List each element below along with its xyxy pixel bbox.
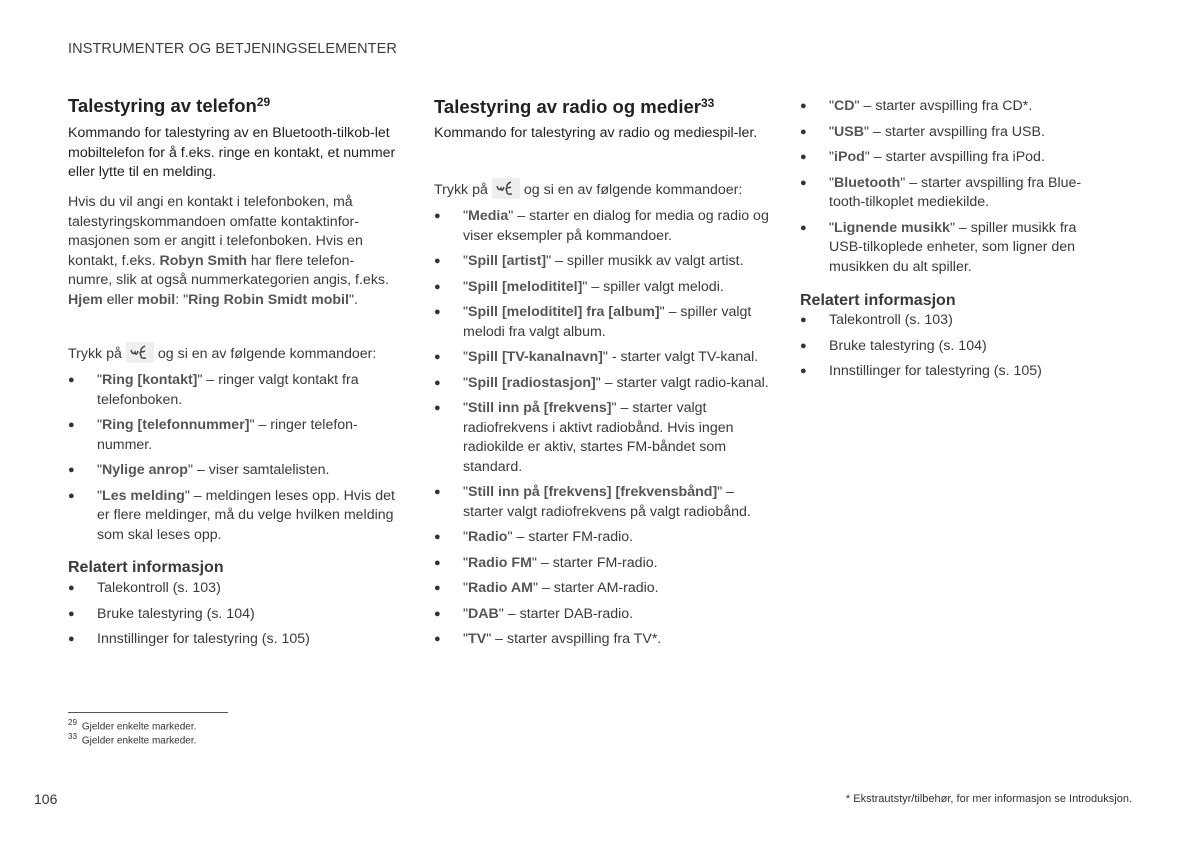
footnote-divider bbox=[68, 712, 228, 713]
related-links bbox=[68, 579, 398, 650]
running-header: INSTRUMENTER OG BETJENINGSELEMENTER bbox=[68, 41, 397, 57]
section-heading-radio: Talestyring av radio og medier$^{33}$ bbox=[434, 96, 715, 117]
list-item: ● "Les melding" – meldingen leses opp. Hvis det er flere meldinger, må du velge hvilken melding som skal leses opp. bbox=[68, 487, 398, 546]
list-item: ● "TV" – starter avspilling fra TV*. bbox=[434, 630, 769, 650]
list-item: ● "Spill [TV-kanalnavn]" - starter valgt TV-kanal. bbox=[434, 348, 769, 368]
list-item: ● "Lignende musikk" – spiller musikk fra USB-tilkoplede enheter, som ligner den musikken du alt spiller. bbox=[800, 219, 1100, 278]
list-item: ● "Bluetooth" – starter avspilling fra Blue-tooth-tilkoplet mediekilde. bbox=[800, 174, 1100, 213]
list-item: ● "Still inn på [frekvens]" – starter valgt radiofrekvens i aktivt radiobånd. Hvis ingen radiokilde er aktiv, startes FM-båndet som standard. bbox=[434, 399, 769, 477]
list-item: ● "USB" – starter avspilling fra USB. bbox=[800, 123, 1100, 143]
list-item: ● "Spill [melodititel] fra [album]" – spiller valgt melodi fra valgt album. bbox=[434, 303, 769, 342]
related-link[interactable]: ● Innstillinger for talestyring (s. 105) bbox=[800, 362, 1100, 382]
related-link[interactable]: ● Innstillinger for talestyring (s. 105) bbox=[68, 630, 398, 650]
list-item: ● "iPod" – starter avspilling fra iPod. bbox=[800, 148, 1100, 168]
related-info-heading: Relatert informasjon bbox=[68, 559, 224, 576]
related-links bbox=[800, 311, 1100, 382]
press-instruction: Trykk på og si en av følgende kommandoer: bbox=[68, 342, 398, 365]
related-info-heading: Relatert informasjon bbox=[800, 292, 956, 309]
footnote-ref-29: 29 bbox=[256, 95, 271, 109]
list-item: ● "Spill [melodititel]" – spiller valgt melodi. bbox=[434, 278, 769, 298]
press-instruction: Trykk på og si en av følgende kommandoer: bbox=[434, 178, 769, 201]
related-link[interactable]: ● Bruke talestyring (s. 104) bbox=[68, 605, 398, 625]
intro-text: Kommando for talestyring av en Bluetooth-tilkob-let mobiltelefon for å f.eks. ringe en kontakt, et nummer eller lytte til en melding. bbox=[68, 125, 396, 180]
footer-note: * Ekstrautstyr/tilbehør, for mer informasjon se Introduksjon. bbox=[845, 793, 1132, 805]
list-item: ● "Spill [artist]" – spiller musikk av valgt artist. bbox=[434, 252, 769, 272]
footnote: $^{33}$ Gjelder enkelte markeder. bbox=[68, 732, 197, 747]
media-command-list bbox=[800, 97, 1100, 277]
list-item: ● "Still inn på [frekvens] [frekvensbånd]" – starter valgt radiofrekvens på valgt radiobånd. bbox=[434, 483, 769, 522]
list-item: ● "Radio FM" – starter FM-radio. bbox=[434, 554, 769, 574]
intro-text: Kommando for talestyring av radio og mediespil-ler. bbox=[434, 125, 758, 141]
radio-command-list bbox=[434, 207, 769, 650]
list-item: ● "Nylige anrop" – viser samtalelisten. bbox=[68, 461, 398, 481]
footnote: $^{29}$ Gjelder enkelte markeder. bbox=[68, 718, 197, 733]
voice-button-icon bbox=[126, 342, 154, 363]
list-item: ● "Media" – starter en dialog for media og radio og viser eksempler på kommandoer. bbox=[434, 207, 769, 246]
list-item: ● "Ring [telefonnummer]" – ringer telefon-nummer. bbox=[68, 416, 398, 455]
related-link[interactable]: ● Talekontroll (s. 103) bbox=[800, 311, 1100, 331]
list-item: ● "CD" – starter avspilling fra CD*. bbox=[800, 97, 1100, 117]
footnote-ref-33: 33 bbox=[700, 96, 715, 110]
list-item: ● "Radio AM" – starter AM-radio. bbox=[434, 579, 769, 599]
related-link[interactable]: ● Bruke talestyring (s. 104) bbox=[800, 337, 1100, 357]
voice-button-icon bbox=[492, 178, 520, 199]
list-item: ● "Spill [radiostasjon]" – starter valgt radio-kanal. bbox=[434, 374, 769, 394]
list-item: ● "Ring [kontakt]" – ringer valgt kontakt fra telefonboken. bbox=[68, 371, 398, 410]
page-number: 106 bbox=[34, 791, 58, 807]
contact-paragraph: Hvis du vil angi en kontakt i telefonboken, må talestyringskommandoen omfatte kontaktinfor-masjonen som er angitt i telefonboken. Hvis en kontakt, f.eks. Robyn Smith har flere telefon-numre, slik at også nummerkategorien angis, f.eks. Hjem eller mobil: "Ring Robin Smidt mobil". bbox=[68, 194, 389, 308]
section-heading-phone: Talestyring av telefon$^{29}$ bbox=[68, 95, 271, 116]
list-item: ● "DAB" – starter DAB-radio. bbox=[434, 605, 769, 625]
list-item: ● "Radio" – starter FM-radio. bbox=[434, 528, 769, 548]
related-link[interactable]: ● Talekontroll (s. 103) bbox=[68, 579, 398, 599]
phone-command-list bbox=[68, 371, 398, 545]
